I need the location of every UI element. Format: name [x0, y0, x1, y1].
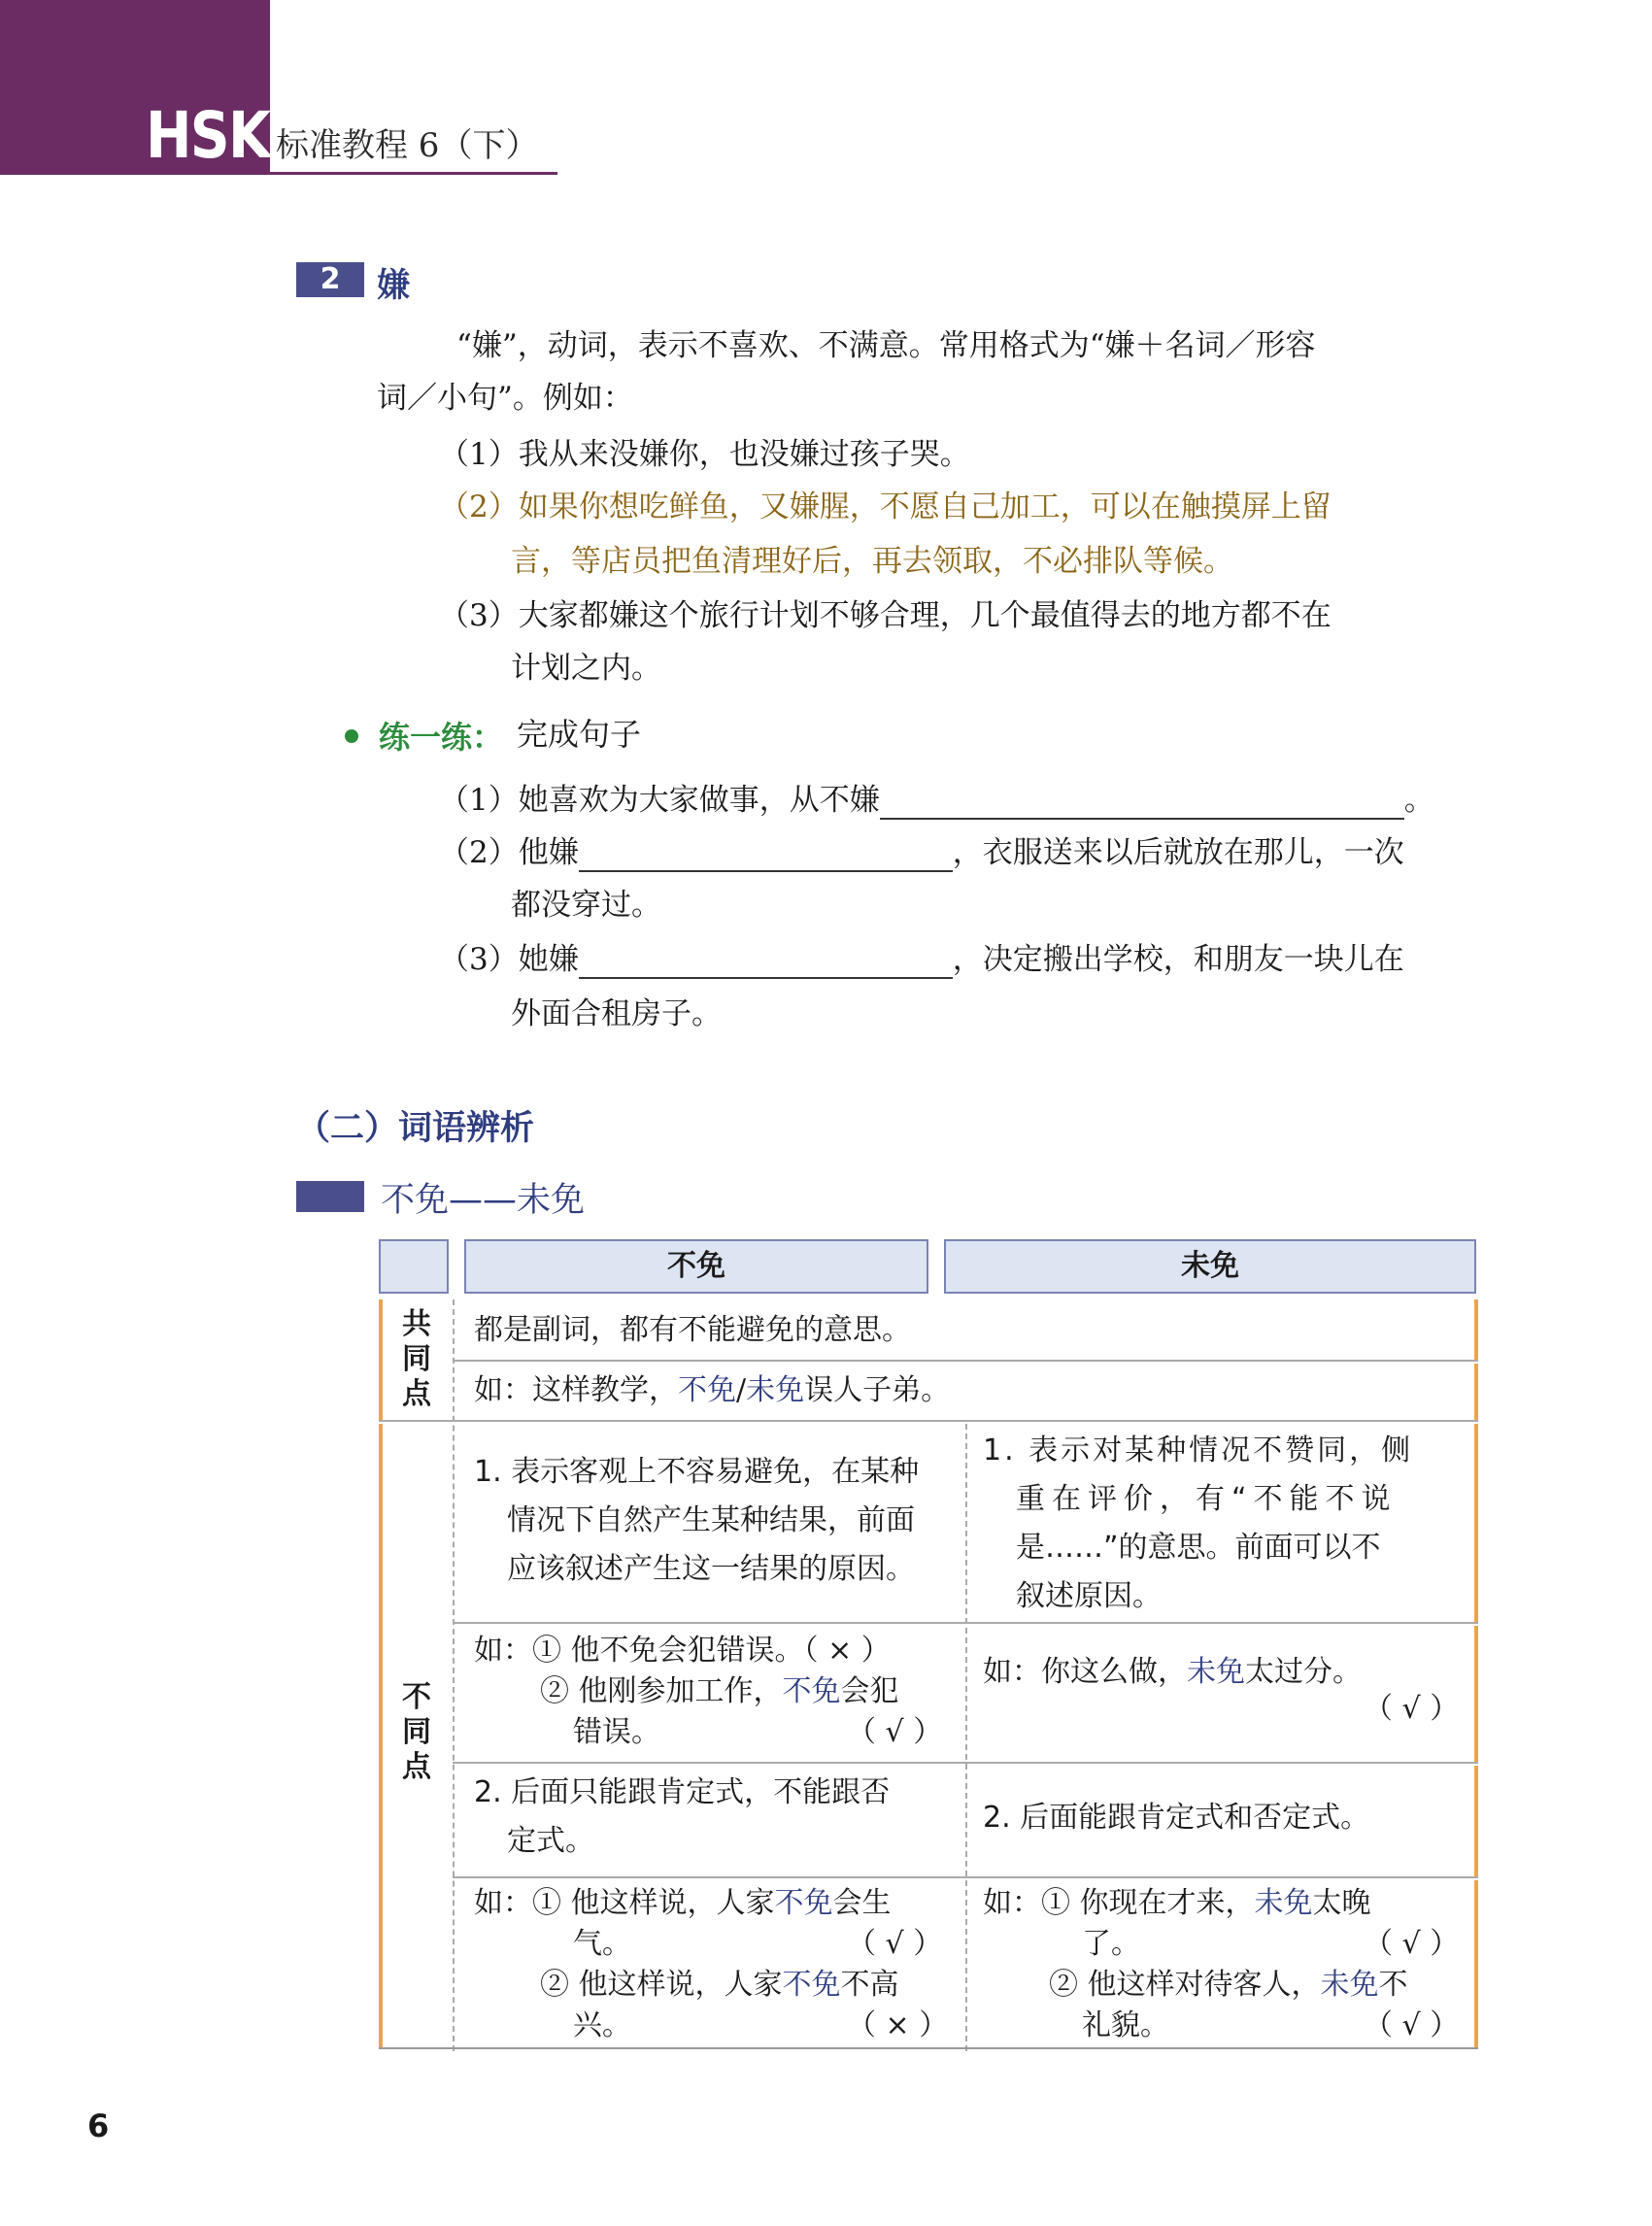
d1-right-line-4: 叙述原因。: [1016, 1579, 1162, 1613]
ex2-left-line-4: 兴。: [573, 2008, 631, 2042]
ex1-left-mark: （ √ ）: [847, 1715, 943, 1749]
item-headword: 嫌: [377, 266, 410, 305]
ex1-right-mark: （ √ ）: [1364, 1692, 1460, 1726]
ex1-right-weimian: 未免: [1187, 1655, 1245, 1689]
q2-blank[interactable]: [579, 841, 953, 872]
ex2-right-line-1: [983, 1884, 1371, 1923]
q2-rest: ，衣服送来以后就放在那儿，一次: [952, 835, 1404, 870]
practice-q3: [439, 940, 1404, 979]
column-divider: [965, 1424, 967, 2051]
example-1: （1）我从来没嫌你，也没嫌过孩子哭。: [439, 437, 970, 472]
ex2-left-line-2: 气。: [573, 1927, 631, 1961]
diff-label-char-3: 点: [402, 1750, 431, 1784]
label-divider: [453, 1299, 455, 2051]
intro-line-1: “嫌”，动词，表示不喜欢、不满意。常用格式为“嫌＋名词／形容: [456, 328, 1316, 363]
ex2-right-1c: 太晚: [1312, 1886, 1371, 1920]
section-title: （二）词语辨析: [296, 1109, 535, 1148]
d2-left-line-1: 2. 后面只能跟肯定式，不能跟否: [474, 1775, 891, 1809]
col-header-weimian: 未免: [944, 1239, 1476, 1294]
ex1-right-line-1: [983, 1653, 1362, 1692]
q3-text: （3）她嫌: [439, 942, 579, 977]
diff-label: [397, 1680, 436, 1785]
ex2-left-1a: 如：① 他这样说，人家: [474, 1886, 775, 1920]
d1-left-line-1: 1. 表示客观上不容易避免，在某种: [474, 1455, 920, 1489]
ex2-right-1a: 如：① 你现在才来，: [983, 1886, 1255, 1920]
d1-right-line-2: 重在评价，有“不能不说: [1016, 1482, 1398, 1516]
common-example-a: 如：这样教学，: [474, 1373, 678, 1407]
ex2-left-1c: 会生: [832, 1886, 892, 1920]
common-example: [474, 1371, 950, 1410]
d1-left-line-3: 应该叙述产生这一结果的原因。: [507, 1552, 915, 1586]
practice-label: 练一练：: [379, 719, 504, 756]
example-3-line-2: 计划之内。: [511, 651, 661, 686]
common-label-char-2: 同: [402, 1342, 431, 1376]
diff-right-border-4: [1474, 1880, 1478, 2049]
ex2-left-bumian-1: 不免: [774, 1886, 833, 1920]
ex2-right-line-3: [1049, 1966, 1408, 2005]
common-left-border: [379, 1299, 383, 1420]
ex2-left-mark-1: （ √ ）: [847, 1927, 943, 1961]
item-number-badge: 2: [296, 262, 364, 297]
table-corner-cell: [379, 1239, 449, 1294]
example-2-line-2: 言，等店员把鱼清理好后，再去领取，不必排队等候。: [511, 544, 1233, 579]
q1-end: 。: [1403, 783, 1434, 818]
row-line-3: [453, 1622, 1478, 1624]
ex2-left-mark-2: （ × ）: [847, 2008, 949, 2042]
d1-right-line-1: 1. 表示对某种情况不赞同，侧: [983, 1433, 1414, 1467]
intro-line-2: 词／小句”。例如：: [377, 381, 633, 416]
common-right-border-1: [1474, 1299, 1478, 1360]
practice-q1: [439, 781, 1434, 820]
diff-right-border-1: [1474, 1424, 1478, 1622]
common-example-slash: /: [736, 1373, 747, 1407]
d1-right-line-3: 是……”的意思。前面可以不: [1016, 1531, 1381, 1565]
header-underline: [270, 172, 557, 175]
ex2-right-weimian-2: 未免: [1320, 1968, 1379, 2002]
common-label: [397, 1307, 436, 1412]
d2-left-line-2: 定式。: [507, 1824, 594, 1858]
ex1-left-2a: ② 他刚参加工作，: [540, 1674, 783, 1708]
d2-right-text: 2. 后面能跟肯定式和否定式。: [983, 1801, 1370, 1835]
ex2-right-3a: ② 他这样对待客人，: [1049, 1968, 1321, 2002]
common-example-c: 误人子弟。: [804, 1373, 951, 1407]
book-title: 标准教程 6（下）: [276, 126, 539, 165]
common-text: 都是副词，都有不能避免的意思。: [474, 1313, 911, 1347]
q2-text: （2）他嫌: [439, 835, 579, 870]
practice-q2: [439, 833, 1404, 872]
ex2-right-line-4: 礼貌。: [1082, 2008, 1169, 2042]
ex1-right-1a: 如：你这么做，: [983, 1655, 1187, 1689]
example-2-line-1: （2）如果你想吃鲜鱼，又嫌腥，不愿自己加工，可以在触摸屏上留: [439, 489, 1332, 524]
ex2-left-line-1: [474, 1884, 892, 1923]
ex2-left-3c: 不高: [840, 1968, 899, 2002]
common-example-weimian: 未免: [746, 1373, 805, 1407]
example-3-line-1: （3）大家都嫌这个旅行计划不够合理，几个最值得去的地方都不在: [439, 598, 1332, 633]
diff-left-border: [379, 1424, 383, 2049]
subsection-title: 不免——未免: [381, 1181, 586, 1220]
practice-q3-line-2: 外面合租房子。: [511, 996, 722, 1031]
q1-text: （1）她喜欢为大家做事，从不嫌: [439, 783, 880, 818]
d1-left-line-2: 情况下自然产生某种结果，前面: [507, 1503, 915, 1537]
ex1-right-1c: 太过分。: [1245, 1655, 1362, 1689]
ex2-left-3a: ② 他这样说，人家: [540, 1968, 783, 2002]
row-line-4: [453, 1762, 1478, 1764]
practice-instruction: 完成句子: [517, 716, 642, 753]
table-bottom-line: [379, 2047, 1478, 2049]
diff-right-border-3: [1474, 1766, 1478, 1876]
ex2-right-mark-1: （ √ ）: [1364, 1927, 1460, 1961]
ex2-right-mark-2: （ √ ）: [1364, 2008, 1460, 2042]
row-line-5: [453, 1876, 1478, 1878]
subsection-bar: [296, 1181, 364, 1212]
ex1-left-2c: 会犯: [840, 1674, 899, 1708]
ex1-left-line-2: [540, 1672, 899, 1711]
common-example-bumian: 不免: [678, 1373, 736, 1407]
row-line-1: [453, 1360, 1478, 1362]
q1-blank[interactable]: [880, 789, 1404, 820]
ex1-left-line-3: 错误。: [573, 1715, 660, 1749]
q3-blank[interactable]: [579, 948, 953, 979]
row-line-2: [379, 1420, 1478, 1422]
common-right-border-2: [1474, 1364, 1478, 1420]
common-label-char-3: 点: [402, 1377, 431, 1411]
ex1-left-bumian: 不免: [782, 1674, 841, 1708]
diff-right-border-2: [1474, 1626, 1478, 1762]
bullet-dot: [345, 729, 358, 743]
diff-label-char-2: 同: [402, 1715, 431, 1749]
practice-q2-line-2: 都没穿过。: [511, 888, 661, 923]
col-header-bumian: 不免: [464, 1239, 928, 1294]
ex1-left-line-1: 如：① 他不免会犯错误。（ × ）: [474, 1634, 891, 1668]
hsk-logo: HSK: [146, 98, 270, 173]
ex2-right-line-2: 了。: [1082, 1927, 1140, 1961]
ex2-left-line-3: [540, 1966, 899, 2005]
ex2-right-weimian-1: 未免: [1254, 1886, 1313, 1920]
ex2-right-3c: 不: [1378, 1968, 1408, 2002]
q3-rest: ，决定搬出学校，和朋友一块儿在: [952, 942, 1404, 977]
common-label-char-1: 共: [402, 1307, 431, 1341]
diff-label-char-1: 不: [402, 1680, 431, 1714]
ex2-left-bumian-2: 不免: [782, 1968, 841, 2002]
page-number: 6: [87, 2108, 110, 2144]
